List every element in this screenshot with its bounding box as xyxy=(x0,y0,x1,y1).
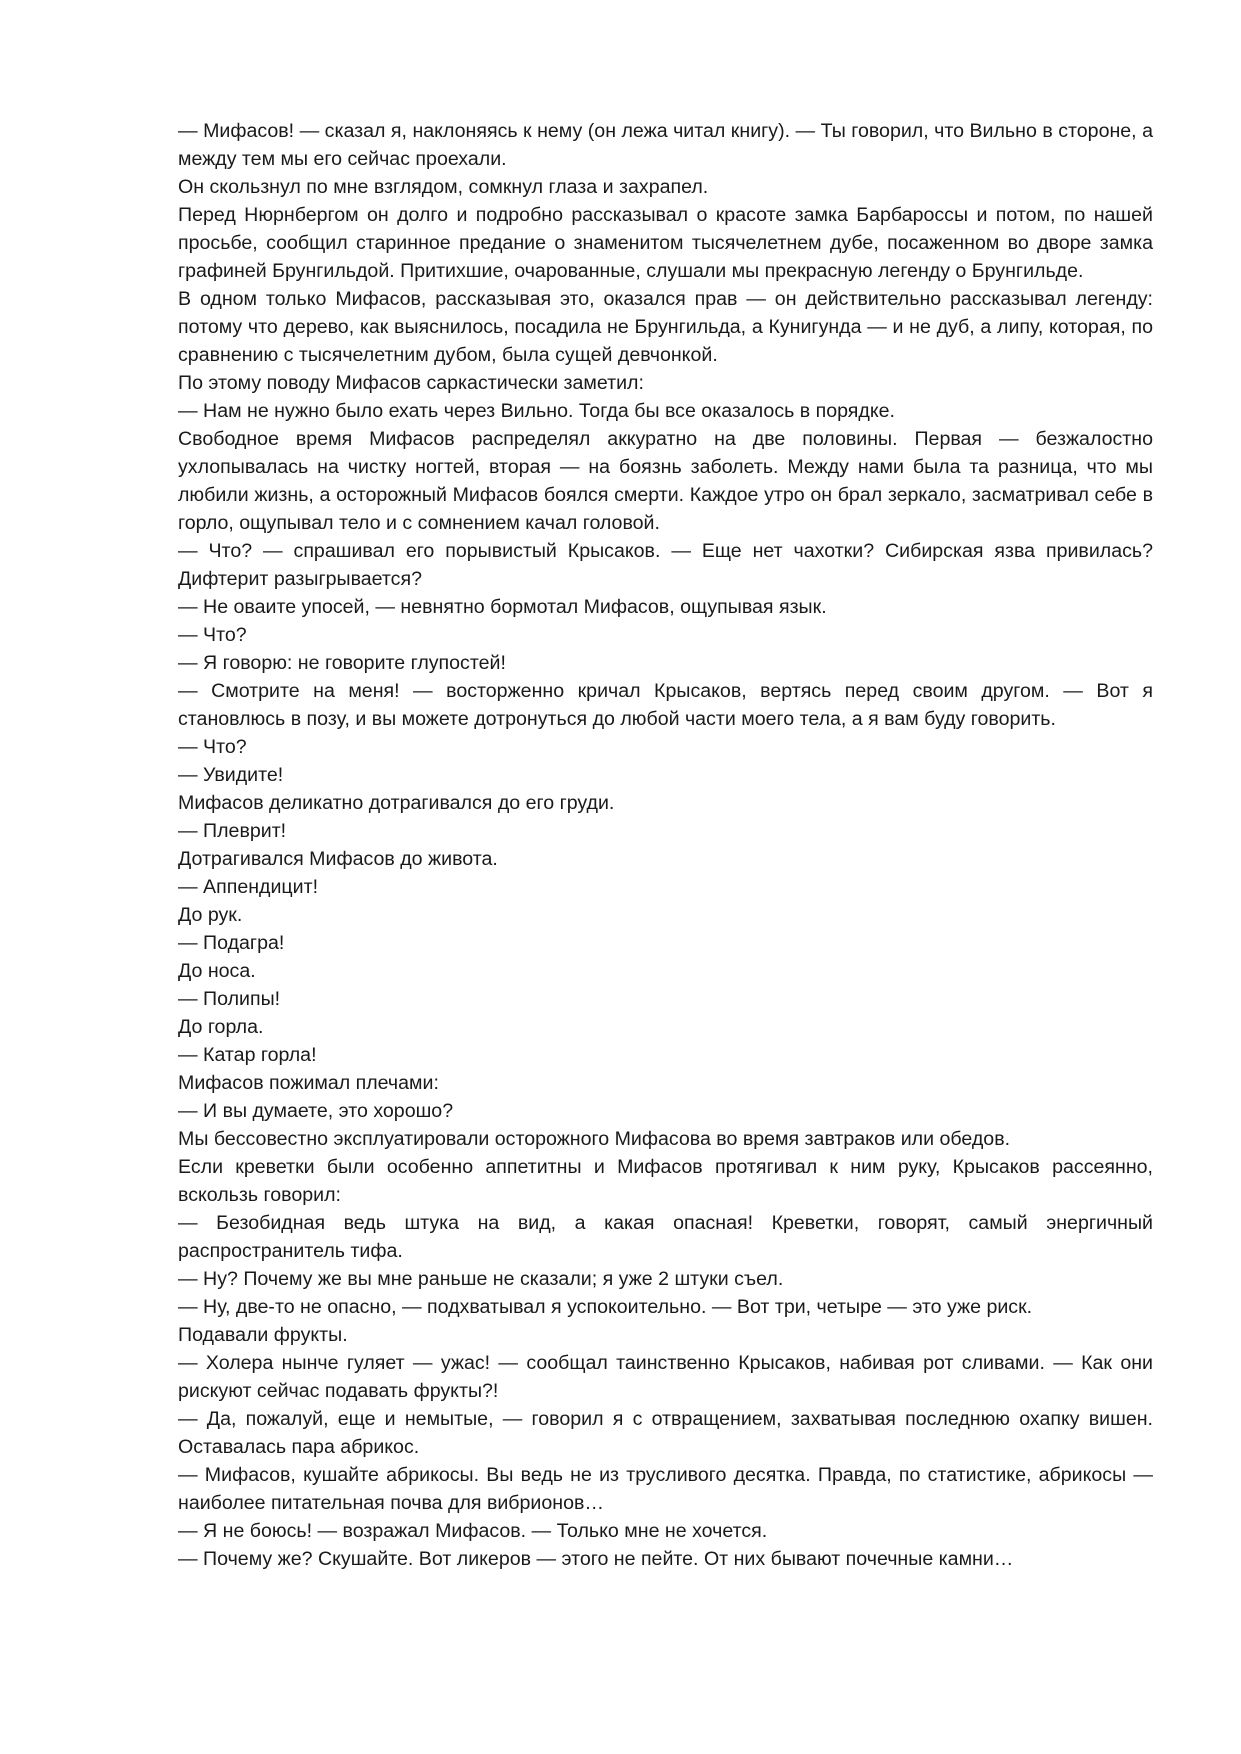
paragraph: — Что? — спрашивал его порывистый Крысаков. — Еще нет чахотки? Сибирская язва привилась? Дифтерит разыгрывается? xyxy=(178,540,1153,590)
paragraph: — Подагра! xyxy=(178,932,285,954)
paragraph: Свободное время Мифасов распределял аккуратно на две половины. Первая — безжалостно ухлопывалась на чистку ногтей, вторая — на боязнь заболеть. Между нами была та разница, что мы любили жизнь, а осторожный Мифасов боялся смерти. Каждое утро он брал зеркало, засматривал себе в горло, ощупывал тело и с сомнением качал головой. xyxy=(178,428,1153,534)
paragraph: — Мифасов, кушайте абрикосы. Вы ведь не из трусливого десятка. Правда, по статистике, абрикосы — наиболее питательная почва для вибрионов… xyxy=(178,1464,1153,1514)
paragraph: — Аппендицит! xyxy=(178,876,319,898)
paragraph: — Увидите! xyxy=(178,764,284,786)
paragraph: — Да, пожалуй, еще и немытые, — говорил я с отвращением, захватывая последнюю охапку вишен. Оставалась пара абрикос. xyxy=(178,1408,1153,1458)
paragraph: — Я говорю: не говорите глупостей! xyxy=(178,652,506,674)
paragraph: — Нам не нужно было ехать через Вильно. Тогда бы все оказалось в порядке. xyxy=(178,400,895,422)
paragraph: — Ну? Почему же вы мне раньше не сказали; я уже 2 штуки съел. xyxy=(178,1268,784,1290)
paragraph: До горла. xyxy=(178,1016,264,1038)
paragraph: Мифасов деликатно дотрагивался до его груди. xyxy=(178,792,615,814)
paragraph: — Ну, две-то не опасно, — подхватывал я успокоительно. — Вот три, четыре — это уже риск. xyxy=(178,1296,1033,1318)
paragraph: — Смотрите на меня! — восторженно кричал Крысаков, вертясь перед своим другом. — Вот я становлюсь в позу, и вы можете дотронуться до любой части моего тела, а я вам буду говорить. xyxy=(178,680,1153,730)
paragraph: Если креветки были особенно аппетитны и Мифасов протягивал к ним руку, Крысаков рассеянно, вскользь говорил: xyxy=(178,1156,1153,1206)
paragraph: — И вы думаете, это хорошо? xyxy=(178,1100,454,1122)
paragraph: Он скользнул по мне взглядом, сомкнул глаза и захрапел. xyxy=(178,176,709,198)
paragraph: — Холера нынче гуляет — ужас! — сообщал таинственно Крысаков, набивая рот сливами. — Как они рискуют сейчас подавать фрукты?! xyxy=(178,1352,1153,1402)
paragraph: Подавали фрукты. xyxy=(178,1324,348,1346)
paragraph: — Безобидная ведь штука на вид, а какая опасная! Креветки, говорят, самый энергичный распространитель тифа. xyxy=(178,1212,1153,1262)
paragraph: Перед Нюрнбергом он долго и подробно рассказывал о красоте замка Барбароссы и потом, по нашей просьбе, сообщил старинное предание о знаменитом тысячелетнем дубе, посаженном во дворе замка графиней Брунгильдой. Притихшие, очарованные, слушали мы прекрасную легенду о Брунгильде. xyxy=(178,204,1153,282)
paragraph: Мы бессовестно эксплуатировали осторожного Мифасова во время завтраков или обедов. xyxy=(178,1128,1011,1150)
paragraph: — Что? xyxy=(178,624,247,646)
paragraph: — Катар горла! xyxy=(178,1044,317,1066)
paragraph: В одном только Мифасов, рассказывая это, оказался прав — он действительно рассказывал легенду: потому что дерево, как выяснилось, посадила не Брунгильда, а Кунигунда — и не дуб, а липу, которая, по сравнению с тысячелетним дубом, была сущей девчонкой. xyxy=(178,288,1153,366)
paragraph: Мифасов пожимал плечами: xyxy=(178,1072,439,1094)
paragraph: До носа. xyxy=(178,960,256,982)
paragraph: До рук. xyxy=(178,904,243,926)
paragraph: — Мифасов! — сказал я, наклоняясь к нему (он лежа читал книгу). — Ты говорил, что Вильно в стороне, а между тем мы его сейчас проехали. xyxy=(178,120,1153,170)
paragraph: — Плеврит! xyxy=(178,820,287,842)
paragraph: — Не оваите упосей, — невнятно бормотал Мифасов, ощупывая язык. xyxy=(178,596,827,618)
paragraph: — Я не боюсь! — возражал Мифасов. — Только мне не хочется. xyxy=(178,1520,768,1542)
paragraph: По этому поводу Мифасов саркастически заметил: xyxy=(178,372,644,394)
paragraph: — Почему же? Скушайте. Вот ликеров — этого не пейте. От них бывают почечные камни… xyxy=(178,1548,1014,1570)
paragraph: Дотрагивался Мифасов до живота. xyxy=(178,848,498,870)
paragraph: — Что? xyxy=(178,736,247,758)
paragraph: — Полипы! xyxy=(178,988,281,1010)
document-page xyxy=(178,117,1153,1573)
